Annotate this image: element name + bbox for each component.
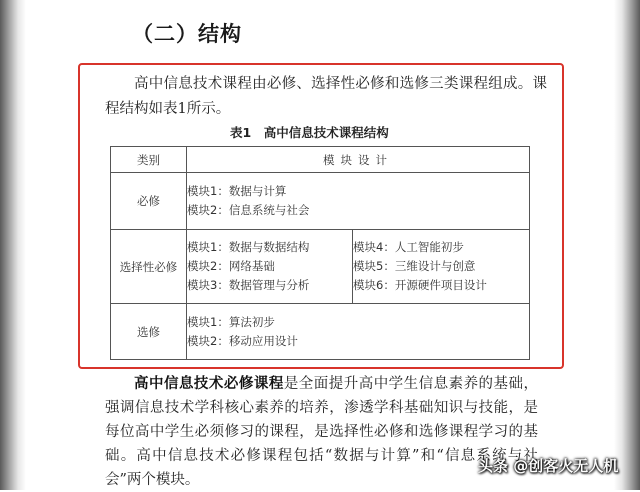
table-row	[111, 173, 530, 230]
body-lead: 高中信息技术必修课程	[134, 375, 284, 392]
modules-elective	[187, 304, 530, 360]
body-paragraph	[105, 372, 538, 492]
course-structure-table	[110, 146, 530, 360]
source-watermark: 头条 @创客火无人机	[478, 457, 619, 475]
body-text: 是全面提升高中学生信息素养的基础，强调信息技术学科核心素养的培养，渗透学科基础知识与技能，是每位高中学生必须修习的课程，是选择性必修和选修课程学习的基础。高中信息技术必修课程包括“数据与计算”和“信息系统与社会”两个模块。	[105, 376, 539, 488]
modules-elective-required-right	[353, 230, 530, 304]
module-item: 模块5：三维设计与创意	[353, 259, 476, 273]
table-header-row	[111, 147, 530, 173]
module-item: 模块1：数据与数据结构	[187, 240, 310, 254]
module-item: 模块2：移动应用设计	[187, 333, 298, 348]
category-elective: 选修	[111, 304, 187, 360]
module-item: 模块2：网络基础	[187, 259, 275, 273]
module-item: 模块1：数据与计算	[187, 184, 287, 198]
modules-required	[187, 173, 530, 230]
category-required: 必修	[111, 173, 187, 230]
category-elective-required: 选择性必修	[111, 230, 187, 304]
table-caption: 表1 高中信息技术课程结构	[230, 125, 389, 140]
intro-paragraph: 高中信息技术课程由必修、选择性必修和选修三类课程组成。课程结构如表1所示。	[105, 76, 547, 117]
header-category: 类别	[111, 147, 187, 173]
table-row	[111, 304, 530, 360]
module-item: 模块1：算法初步	[187, 314, 275, 329]
module-item: 模块6：开源硬件项目设计	[353, 278, 487, 292]
section-heading: （二）结构	[132, 22, 242, 46]
scan-shadow-left	[0, 0, 26, 490]
table-row	[111, 230, 530, 304]
module-item: 模块3：数据管理与分析	[187, 278, 310, 292]
module-item: 模块4：人工智能初步	[353, 240, 464, 254]
modules-elective-required-left	[187, 230, 353, 304]
module-item: 模块2：信息系统与社会	[187, 203, 310, 217]
scan-shadow-right	[614, 0, 640, 490]
header-modules: 模块设计	[187, 147, 530, 173]
